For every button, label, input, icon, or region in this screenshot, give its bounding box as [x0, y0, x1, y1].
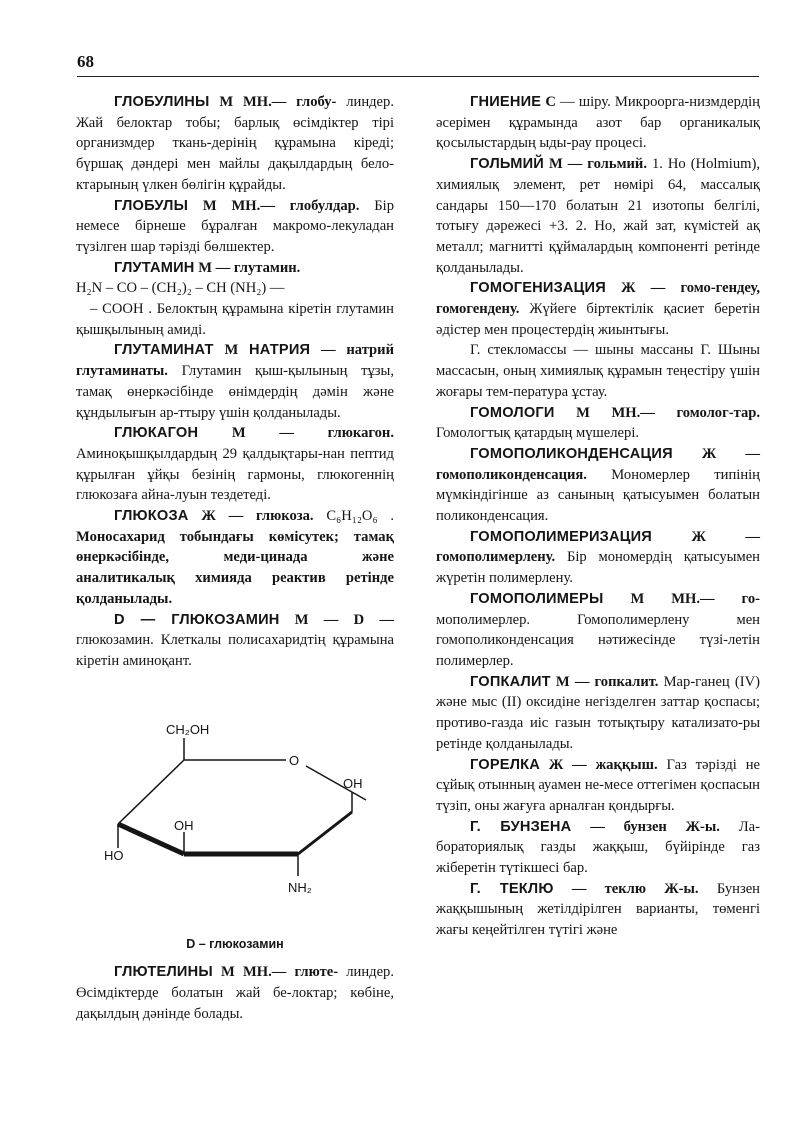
page-number: 68 — [77, 52, 94, 71]
dictionary-entry — [436, 527, 760, 589]
translation: — натрий глутаминаты. — [76, 342, 394, 380]
definition: Гомологтық қатардың мүшелері. — [436, 425, 640, 442]
translation: — жаққыш. — [572, 756, 658, 773]
left-column — [76, 92, 394, 1025]
grammar-mark: М МН. — [630, 590, 700, 607]
dictionary-entry-continued — [76, 299, 394, 340]
headword-continued: НАТРИЯ — [249, 342, 311, 359]
headword: Г. ТЕКЛЮ — [470, 880, 554, 897]
translation: — глюкагон. — [279, 425, 394, 442]
headword: ГОМОЛОГИ — [470, 404, 555, 421]
dictionary-entry — [76, 610, 394, 672]
grammar-mark: М — [231, 425, 246, 442]
oh-right-label: OH — [343, 775, 363, 791]
dictionary-entry — [76, 340, 394, 423]
dictionary-entry — [436, 403, 760, 444]
dictionary-entry — [436, 154, 760, 278]
formula-line — [76, 278, 394, 299]
headword: ГЛЮТЕЛИНЫ — [114, 964, 213, 981]
headword: ГЛОБУЛИНЫ — [114, 94, 210, 110]
headword: ГОЛЬМИЙ — [470, 156, 544, 173]
headword: ГОРЕЛКА — [470, 756, 540, 773]
headword: Г. БУНЗЕНА — [470, 818, 572, 835]
translation: — глобу- — [271, 94, 337, 110]
grammar-mark: М — [548, 156, 563, 173]
definition: глюкозамин. Клеткалы полисахаридтің құрамына кіретін аминоқант. — [76, 632, 394, 669]
dictionary-entry — [436, 817, 760, 879]
header-rule — [77, 76, 759, 77]
definition: Микроорга-низмдердің әсерімен құрамында азот бар органикалық қосылыстардың ыды-рау процесі. — [436, 94, 760, 152]
nh2-label: NH₂ — [288, 879, 312, 895]
headword: ГНИЕНИЕ — [470, 94, 542, 110]
grammar-mark: М — [198, 259, 212, 276]
glucosamine-ring-diagram — [90, 720, 363, 920]
right-column — [436, 92, 760, 941]
translation: — глюкоза. — [228, 508, 314, 525]
definition: Мономерлер типінің мүмкіндігінше аз санының қатысуымен болатын поликонденсация. — [436, 466, 760, 525]
headword: ГЛЮКОЗА — [114, 508, 189, 525]
grammar-mark: М — [224, 342, 239, 359]
translation: — глутамин. — [215, 259, 301, 276]
headword: ГЛОБУЛЫ — [114, 197, 189, 214]
grammar-mark: Ж — [701, 445, 717, 462]
translation: — глобулдар. — [260, 197, 360, 214]
dictionary-entry — [76, 196, 394, 258]
definition: Г. стекломассы — шыны массаны Г. Шыны массасын, оның химиялық құрамын теңестіру үшін жоғары тем-пература ұстау. — [436, 342, 760, 400]
ring-bond-front-right — [298, 812, 352, 854]
grammar-mark: М МН. — [219, 94, 272, 110]
definition: Глутамин қыш-қылының тұзы, тамақ өнеркәсібінде өнімдердің дәмін және құндылығын ар-ттыру үшін қолданылады. — [76, 363, 394, 421]
dictionary-entry — [76, 962, 394, 1024]
definition: Аминоқышқылдардың 29 қалдықтары-нан пептид құрылған ұйқы безінің гармоны, глюкогеннің глюкозаға айна-луын тездетеді. — [76, 445, 394, 504]
chemical-formula: H₂N – CO – (CH₂)₂ – CH (NH₂) — — [76, 280, 285, 297]
headword: ГОМОПОЛИМЕРЫ — [470, 590, 604, 607]
dictionary-entry — [436, 672, 760, 755]
grammar-mark: М — [555, 673, 570, 690]
translation: — гомополимерлену. — [436, 528, 760, 566]
dictionary-subentry — [436, 340, 760, 402]
grammar-mark: М МН. — [576, 404, 641, 421]
oh-mid-label: OH — [174, 817, 194, 833]
translation: — гомо-гендеу, гомогендену. — [436, 280, 760, 318]
grammar-mark: Ж — [691, 528, 706, 545]
definition: линдер. Жай белоктар тобы; барлық өсімдіктер тірі организмдер ткань-дерінің құрамына кіреді; бүршақ дәндері мен майлы дақылдардың бело-ктарының үлкен бөлігін құрайды. — [76, 94, 394, 193]
headword: ГОМОПОЛИМЕРИЗАЦИЯ — [470, 528, 652, 545]
dictionary-entry — [76, 258, 394, 279]
dictionary-entry — [436, 444, 760, 527]
definition: Бір немесе бірнеше бұралған макромо-лекуладан түзілген шар тәрізді бөлшектер. — [76, 197, 394, 255]
dictionary-entry — [436, 879, 760, 941]
translation: — гопкалит. — [574, 673, 659, 690]
definition: Бунзен жаққышының жетілдірілген варианты, төменгі жағы кеңейтілген түтігі және — [436, 880, 760, 939]
dictionary-entry — [436, 755, 760, 817]
translation: — шіру. — [560, 94, 611, 110]
grammar-mark: Ж — [548, 756, 564, 773]
definition: Жүйеге біртектілік қасиет беретін әдістер мен процестердің жиынтығы. — [436, 301, 760, 338]
translation: — глюте- — [271, 964, 339, 981]
definition: Бір мономердің қатысуымен жүретін полимерлену. — [436, 549, 760, 587]
dictionary-entry — [76, 92, 394, 196]
grammar-mark: Ж — [621, 280, 636, 297]
definition: линдер. Өсімдіктерде болатын жай бе-локтар; көбіне, дақылдың дәнінде болады. — [76, 964, 395, 1022]
headword: ГОПКАЛИТ — [470, 673, 551, 690]
headword: ГОМОПОЛИКОНДЕНСАЦИЯ — [470, 445, 673, 462]
definition: Ла-бораториялық газды жаққыш, бүйірінде газ жіберетін түтікшесі бар. — [436, 818, 761, 877]
dictionary-entry — [436, 589, 760, 672]
translation: — гольмий. — [567, 156, 647, 173]
translation: — гомолог-тар. — [640, 404, 761, 421]
translation: — го- — [699, 590, 760, 607]
definition: Газ тәрізді не сұйық отынның ауамен не-месе оттегімен қоспасын түзіп, оны жағуға арналған қондырғы. — [436, 756, 760, 814]
structure-figure — [76, 682, 394, 928]
headword: D — ГЛЮКОЗАМИН — [114, 611, 280, 628]
chemical-formula: – COOH . — [90, 301, 152, 318]
headword: ГЛЮКАГОН — [114, 425, 199, 442]
definition: Моносахарид тобындағы көмісутек; тамақ өнеркәсібінде, меди-цинада және аналитикалық химияда реактив ретінде қолданылады. — [76, 528, 394, 607]
ho-left-label: HO — [104, 847, 124, 863]
translation: — бунзен Ж-ы. — [590, 818, 720, 835]
definition: Белоктың құрамына кіретін глутамин қышқылының амиді. — [76, 301, 394, 338]
grammar-mark: М — [294, 611, 309, 628]
ch2oh-label: CH₂OH — [166, 721, 210, 737]
grammar-mark: М МН. — [221, 964, 272, 981]
definition: мополимерлер. Гомополимерлену мен гомополиконденсация нәтижесінде түзі-летін полимерлер. — [436, 611, 760, 669]
translation: — теклю Ж-ы. — [571, 880, 699, 897]
headword: ГОМОГЕНИЗАЦИЯ — [470, 280, 606, 297]
grammar-mark: С — [545, 94, 556, 110]
dictionary-entry — [76, 506, 394, 610]
figure-caption: D – глюкозамин — [186, 936, 284, 951]
ring-bond-left — [118, 760, 184, 824]
translation: — гомополиконденсация. — [436, 445, 760, 483]
definition: 1. Но (Holmium), химиялық элемент, рет нөмірі 64, массалық сандары 150—170 болатын 21 изотопы белгілі, тотығу дәрежесі +3. 2. Но, жай зат, күмістей ақ металл; магнитті құймалардың компоненті ретінде қолданылады. — [436, 156, 761, 276]
definition: Мар-ганец (IV) және мыс (II) оксидіне негізделген заттар қоспасы; противо-газда иіс газын тотықтыру катализато-ры ретінде қолданылады. — [436, 673, 760, 752]
grammar-mark: М МН. — [202, 197, 261, 214]
dictionary-entry — [436, 92, 760, 154]
grammar-mark: Ж — [201, 508, 216, 525]
chemical-formula: C₆H₁₂O₆ . — [326, 508, 394, 525]
dictionary-entry — [436, 278, 760, 340]
headword: ГЛУТАМИН — [114, 259, 195, 276]
ring-oxygen-label: O — [289, 752, 300, 768]
translation: — D — — [323, 611, 394, 628]
dictionary-entry — [76, 423, 394, 506]
headword: ГЛУТАМИНАТ — [114, 342, 214, 359]
